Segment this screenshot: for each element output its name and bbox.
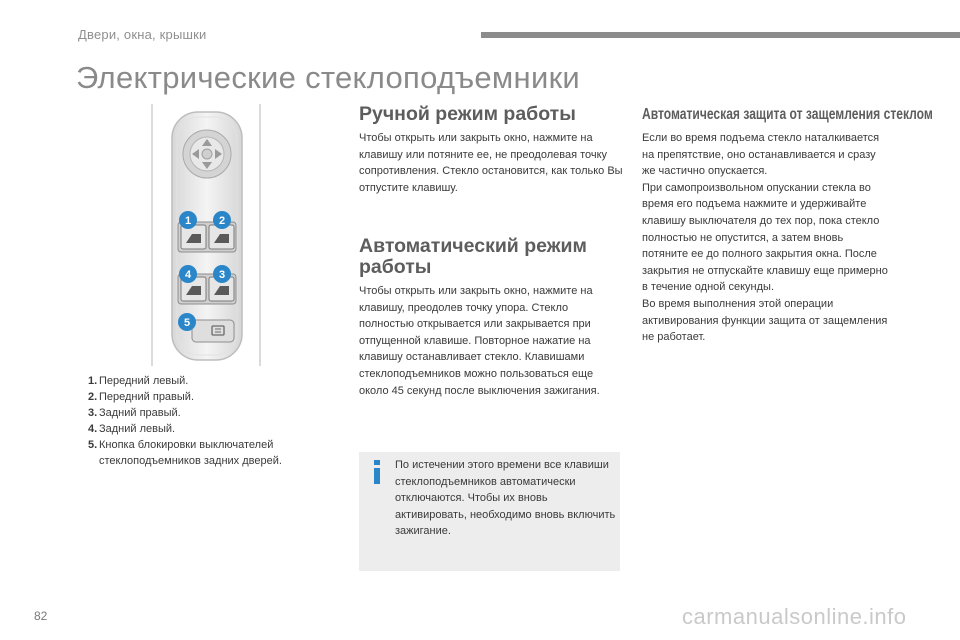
page-number: 82	[34, 609, 48, 623]
info-note-text: По истечении этого времени все клавиши стеклоподъемников автоматически отключаются. Чтобы их вновь активировать, необходимо вновь включить зажигание.	[395, 459, 616, 538]
legend-text: Передний правый.	[99, 391, 194, 403]
legend-item	[88, 373, 348, 389]
legend-text: Задний правый.	[99, 407, 181, 419]
header-bar	[481, 32, 960, 38]
rear-lock-button	[192, 320, 234, 342]
callout-1	[179, 211, 197, 229]
callout-5-label: 5	[183, 317, 191, 329]
info-note-box	[359, 452, 620, 571]
legend-item	[88, 389, 348, 405]
callout-4-label: 4	[184, 269, 192, 281]
legend-text: Передний левый.	[99, 375, 189, 387]
info-icon	[373, 460, 381, 484]
window-switch-panel-illustration	[150, 104, 262, 366]
legend-text: Задний левый.	[99, 423, 176, 435]
anti-pinch-heading: Автоматическая защита от защемления стеклом	[642, 106, 933, 123]
auto-mode-heading-line1: Автоматический режим	[359, 235, 587, 257]
anti-pinch-paragraph-1: Если во время подъема стекло наталкивается на препятствие, оно останавливается и сразу же частично опускается.	[642, 132, 880, 178]
mirror-control	[183, 130, 231, 178]
manual-mode-paragraph: Чтобы открыть или закрыть окно, нажмите на клавишу или потяните ее, не преодолевая точку сопротивления. Стекло остановится, как только Вы отпустите клавишу.	[359, 132, 623, 194]
legend-number: 3.	[88, 407, 98, 419]
manual-mode-text	[359, 130, 627, 196]
callout-3	[213, 265, 231, 283]
anti-pinch-paragraph-2: При самопроизвольном опускании стекла во время его подъема нажмите и удерживайте клавишу выключателя до тех пор, пока стекло полностью не опустится, а затем вновь потяните ее до полного закрытия окна. После закрытия не отпускайте клавишу еще примерно в течение одной секунды.	[642, 181, 888, 294]
callout-2	[213, 211, 231, 229]
callout-1-label: 1	[184, 215, 192, 227]
anti-pinch-paragraph-3: Во время выполнения этой операции активирования функции защита от защемления не работает.	[642, 297, 888, 344]
callout-4	[179, 265, 197, 283]
auto-mode-paragraph: Чтобы открыть или закрыть окно, нажмите на клавишу, преодолев точку упора. Стекло полностью открывается или закрывается при отпущенной клавише. Повторное нажатие на клавишу останавливает стекло. Клавишами стеклоподъемников можно пользоваться еще около 45 секунд после выключения зажигания.	[359, 285, 600, 397]
legend-item	[88, 421, 348, 437]
legend-list	[88, 373, 348, 469]
callout-3-label: 3	[218, 269, 226, 281]
callout-2-label: 2	[218, 215, 226, 227]
legend-number: 1.	[88, 375, 98, 387]
section-header: Двери, окна, крышки	[78, 27, 207, 42]
callout-5	[178, 313, 196, 331]
legend-number: 5.	[88, 439, 98, 451]
switch-panel-drawing	[150, 104, 262, 366]
auto-mode-heading-line2: работы	[359, 256, 432, 278]
legend-number: 4.	[88, 423, 98, 435]
legend-item	[88, 405, 348, 421]
auto-mode-heading	[359, 236, 587, 278]
auto-mode-text	[359, 283, 625, 399]
legend-item	[88, 437, 348, 469]
manual-mode-heading: Ручной режим работы	[359, 103, 576, 125]
anti-pinch-text	[642, 130, 892, 346]
watermark: carmanualsonline.info	[682, 604, 907, 629]
legend-text: Кнопка блокировки выключателей стеклоподъемников задних дверей.	[99, 439, 282, 467]
page-title: Электрические стеклоподъемники	[76, 60, 581, 95]
legend-number: 2.	[88, 391, 98, 403]
